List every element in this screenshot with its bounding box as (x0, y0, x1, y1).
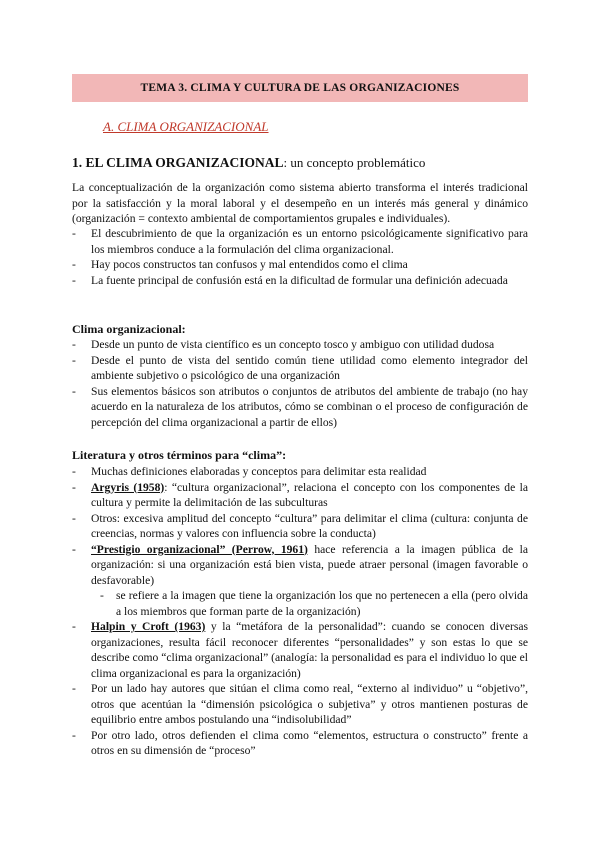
bullet-dash: - (72, 465, 76, 478)
bullet-dash: - (72, 338, 76, 351)
heading-title: 1. EL CLIMA ORGANIZACIONAL (72, 155, 284, 170)
bullet-dash: - (72, 480, 76, 494)
list-item (72, 542, 528, 589)
list-item (72, 226, 528, 257)
list-item (72, 681, 528, 728)
list-item (72, 353, 528, 384)
bullet-dash: - (72, 384, 76, 398)
list-item (72, 619, 528, 681)
bullet-dash: - (72, 227, 76, 240)
list-item-text: El descubrimiento de que la organización es un entorno psicológicamente significativo para los miembros conduce a la formulación del clima organizacional. (91, 227, 528, 256)
subheading-literatura: Literatura y otros términos para “clima”: (72, 448, 287, 462)
list-item-text: Desde un punto de vista científico es un concepto tosco y ambiguo con utilidad dudosa (91, 338, 495, 351)
list-item (72, 480, 528, 511)
bullet-dash: - (72, 258, 76, 271)
section-title: A. CLIMA ORGANIZACIONAL (103, 119, 269, 134)
list-item-text: : “cultura organizacional”, relaciona el concepto con los componentes de la cultura y permite la delimitación de las subculturas (91, 480, 528, 509)
chapter-title-banner (72, 74, 528, 102)
list-intro (72, 226, 528, 288)
bullet-dash: - (72, 511, 76, 525)
list-item-text: y la “metáfora de la personalidad”: cuando se conocen diversas organizaciones, resulta fácil reconocer diferentes “personalidades” y son estas lo que se describe como “clima organizacional” (analogía: la personalidad es para el individuo lo que el clima organizacional es para la organización) (91, 620, 529, 680)
list-item (72, 337, 528, 353)
subheading-clima: Clima organizacional: (72, 322, 186, 336)
bullet-dash: - (72, 542, 76, 556)
bullet-dash: - (100, 589, 104, 602)
list-item (72, 728, 528, 759)
list-item-text: Por otro lado, otros defienden el clima como “elementos, estructura o constructo” frente a otros en su dimensión de “proceso” (91, 728, 528, 757)
citation-halpin-croft: Halpin y Croft (1963) (91, 620, 206, 633)
bullet-dash: - (72, 682, 76, 695)
citation-perrow: “Prestigio organizacional” (Perrow, 1961) (91, 542, 308, 556)
list-item-text: Muchas definiciones elaboradas y conceptos para delimitar esta realidad (91, 465, 427, 478)
heading-subtitle: : un concepto problemático (283, 155, 426, 170)
sub-list-item (72, 588, 528, 619)
list-clima (72, 337, 528, 430)
list-item-text: Sus elementos básicos son atributos o conjuntos de atributos del ambiente de trabajo (no hay acuerdo en la naturaleza de los atributos, cómo se combinan o el proceso de configuración de percepción del clima organizacional a partir de ellos) (91, 384, 528, 429)
list-item (72, 273, 528, 289)
list-item-text: Desde el punto de vista del sentido común tiene utilidad como elemento integrador del ambiente subjetivo o psicológico de una organización (91, 353, 528, 382)
list-item (72, 257, 528, 273)
heading-clima-organizacional (72, 155, 425, 171)
list-item-text: Por un lado hay autores que sitúan el clima como real, “externo al individuo” u “objetivo”, otros que acentúan la “dimensión psicológica o subjetiva” y otros mantienen posturas de equilibrio entre ambos postulando una “indisolubilidad” (91, 682, 528, 726)
bullet-dash: - (72, 620, 76, 633)
list-item-text: hace referencia a la imagen pública de la organización: si una organización está bien vista, puede atraer personal (imagen favorable o desfavorable) (91, 542, 528, 587)
citation-argyris: Argyris (1958) (91, 480, 165, 494)
list-literatura (72, 464, 528, 759)
bullet-dash: - (72, 353, 76, 367)
list-item-text: Hay pocos constructos tan confusos y mal entendidos como el clima (91, 258, 408, 271)
list-item-text: Otros: excesiva amplitud del concepto “cultura” para delimitar el clima (cultura: conjunta de creencias, normas y valores con influencia sobre la conducta) (91, 511, 528, 540)
bullet-dash: - (72, 273, 76, 287)
list-item-text: La fuente principal de confusión está en la dificultad de formular una definición adecuada (91, 273, 508, 287)
intro-paragraph: La conceptualización de la organización como sistema abierto transforma el interés tradicional por la satisfacción y la moral laboral y el desempeño en un interés más general y dinámico (organización = contexto ambiental de comportamientos grupales e individuales). (72, 181, 528, 225)
chapter-title: TEMA 3. CLIMA Y CULTURA DE LAS ORGANIZACIONES (140, 82, 460, 94)
list-item (72, 384, 528, 431)
list-item (72, 511, 528, 542)
bullet-dash: - (72, 728, 76, 742)
list-item (72, 464, 528, 480)
list-item-text: se refiere a la imagen que tiene la organización los que no pertenecen a ella (pero olvida a los miembros que forman parte de la organización) (116, 589, 528, 618)
